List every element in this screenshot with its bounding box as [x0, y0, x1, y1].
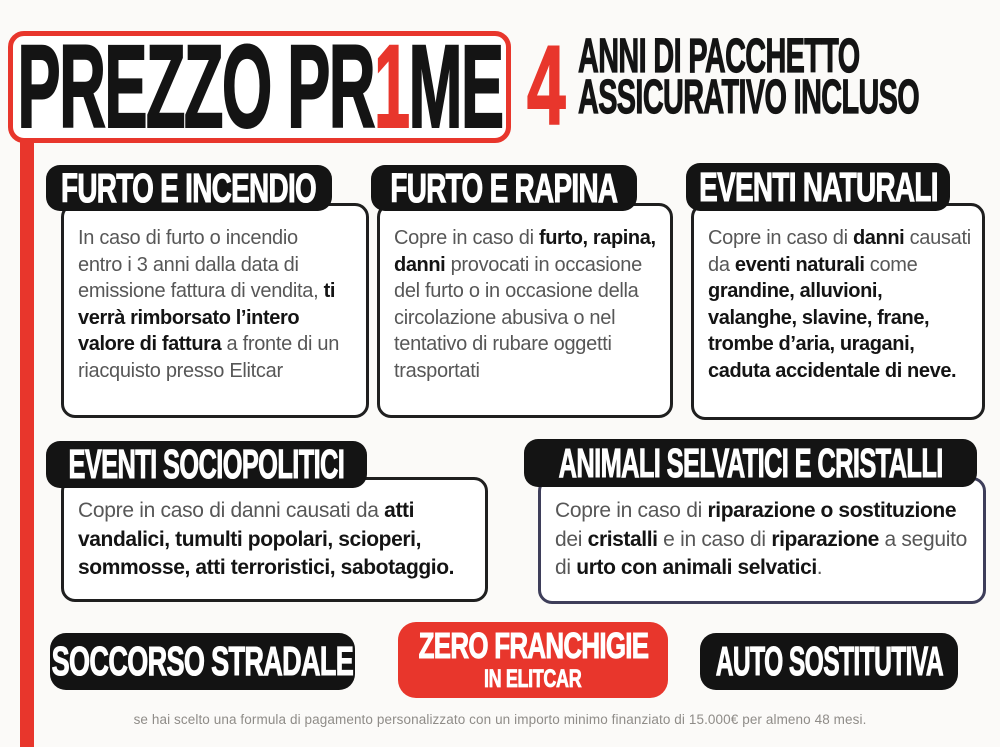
card-furto-incendio-body — [61, 203, 369, 418]
subtitle-line1: ANNI DI PACCHETTO — [578, 30, 860, 83]
card-eventi-sociopolitici-body — [61, 477, 488, 602]
card-eventi-naturali-header — [686, 163, 950, 211]
card-eventi-naturali-title: EVENTI NATURALI — [698, 163, 938, 210]
card-eventi-naturali-text: Copre in caso di danni causati da eventi naturali come grandine, alluvioni, valanghe, slavine, frane, trombe d’aria, uragani, caduta accidentale di neve. — [708, 227, 971, 382]
card-eventi-naturali-body — [691, 203, 985, 420]
card-eventi-sociopolitici-title: EVENTI SOCIOPOLITICI — [68, 441, 345, 487]
card-furto-rapina-body — [377, 203, 673, 418]
badge-zero-franchigie-line1: ZERO FRANCHIGIE — [418, 624, 648, 666]
badge-zero-franchigie — [398, 622, 668, 698]
subtitle — [578, 30, 1000, 124]
badge-soccorso-stradale-label: SOCCORSO STRADALE — [51, 638, 354, 684]
title-box — [8, 21, 511, 153]
card-furto-rapina-header — [371, 165, 637, 211]
card-furto-rapina-title: FURTO E RAPINA — [390, 164, 618, 211]
card-animali-selvatici-cristalli-title: ANIMALI SELVATICI E CRISTALLI — [558, 439, 943, 486]
subtitle-line2: ASSICURATIVO INCLUSO — [578, 71, 920, 124]
card-furto-rapina-text: Copre in caso di furto, rapina, danni provocati in occasione del furto o in occasione della circolazione abusiva o nel tentativo di rubare oggetti trasportati — [394, 227, 656, 382]
card-furto-incendio-header — [46, 165, 332, 211]
title-pre: PREZZO PR — [16, 21, 374, 153]
card-animali-selvatici-cristalli-text: Copre in caso di riparazione o sostituzione dei cristalli e in caso di riparazione a seguito di urto con animali selvatici. — [555, 499, 968, 579]
title-highlight-digit: 1 — [373, 21, 408, 153]
card-animali-selvatici-cristalli-header — [524, 439, 977, 487]
years-number: 4 — [527, 23, 566, 148]
badge-auto-sostitutiva-label: AUTO SOSTITUTIVA — [715, 638, 943, 684]
card-animali-selvatici-cristalli-body — [538, 477, 986, 604]
card-furto-incendio-text: In caso di furto o incendio entro i 3 anni dalla data di emissione fattura di vendita, ti verrà rimborsato l’intero valore di fattura a fronte di un riacquisto presso Elitcar — [78, 227, 340, 382]
card-eventi-sociopolitici-header — [46, 441, 367, 488]
badge-auto-sostitutiva — [700, 633, 958, 690]
card-eventi-sociopolitici-text: Copre in caso di danni causati da atti vandalici, tumulti popolari, scioperi, sommosse, atti terroristici, sabotaggio. — [78, 499, 455, 579]
left-red-accent-bar — [20, 125, 34, 747]
card-furto-incendio-title: FURTO E INCENDIO — [61, 164, 317, 211]
page-title — [16, 21, 503, 153]
badge-zero-franchigie-line2: IN ELITCAR — [484, 664, 582, 693]
badge-soccorso-stradale — [50, 633, 355, 690]
title-post: ME — [407, 21, 503, 153]
footer-fine-print: se hai scelto una formula di pagamento personalizzato con un importo minimo finanziato di 15.000€ per almeno 48 mesi. — [133, 712, 867, 727]
